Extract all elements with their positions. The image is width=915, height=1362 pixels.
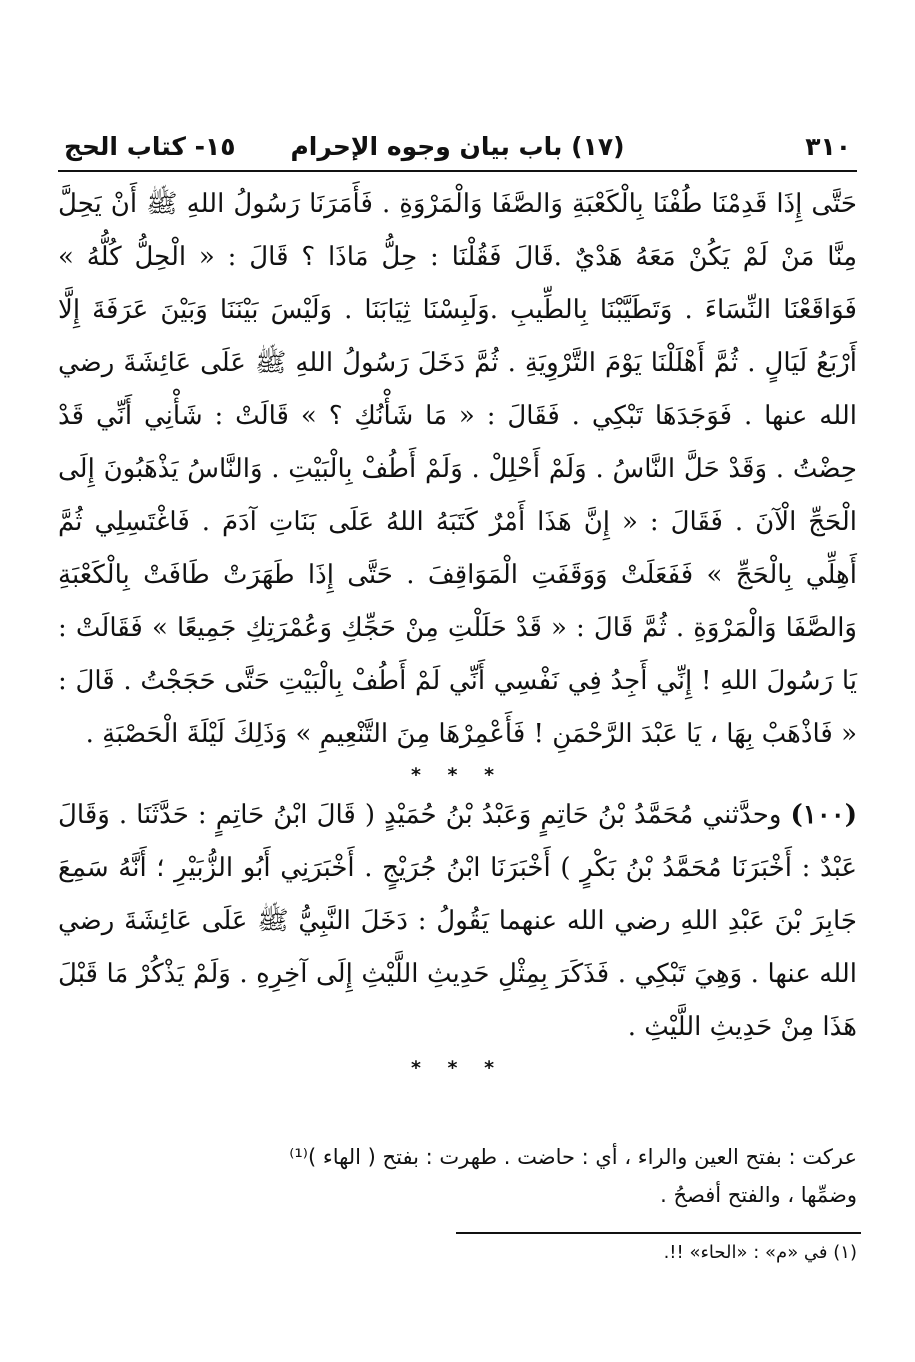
glossary-line-1: عركت : بفتح العين والراء ، أي : حاضت . طهرت : بفتح ( الهاء )⁽¹⁾ <box>289 1145 857 1169</box>
footnote: (١) في «م» : «الحاء» !!. <box>663 1242 857 1263</box>
page-number: ٣١٠ <box>805 132 851 161</box>
glossary-note <box>58 1138 857 1214</box>
main-text <box>58 178 857 1082</box>
section-separator: * * * <box>410 764 505 786</box>
hadith-text-paragraph: حَتَّى إِذَا قَدِمْنَا طُفْنَا بِالْكَعْبَةِ وَالصَّفَا وَالْمَرْوَةِ . فَأَمَرَنَا رَسُولُ اللهِ ﷺ أَنْ يَحِلَّ مِنَّا مَنْ لَمْ يَكُنْ مَعَهُ هَدْيٌ .قَالَ فَقُلْنَا : حِلُّ مَاذَا ؟ قَالَ : « الْحِلُّ كُلُّهُ » فَوَاقَعْنَا النِّسَاءَ . وَتَطَيَّبْنَا بِالطِّيبِ .وَلَبِسْنَا ثِيَابَنَا . وَلَيْسَ بَيْنَنَا وَبَيْنَ عَرَفَةَ إِلَّا أَرْبَعُ لَيَالٍ . ثُمَّ أَهْلَلْنَا يَوْمَ التَّرْوِيَةِ . ثُمَّ دَخَلَ رَسُولُ اللهِ ﷺ عَلَى عَائِشَةَ رضي الله عنها . فَوَجَدَهَا تَبْكِي . فَقَالَ : « مَا شَأْنُكِ ؟ » قَالَتْ : شَأْنِي أَنِّي قَدْ حِضْتُ . وَقَدْ حَلَّ النَّاسُ . وَلَمْ أَحْلِلْ . وَلَمْ أَطُفْ بِالْبَيْتِ . وَالنَّاسُ يَذْهَبُونَ إِلَى الْحَجِّ الْآنَ . فَقَالَ : « إِنَّ هَذَا أَمْرٌ كَتَبَهُ اللهُ عَلَى بَنَاتِ آدَمَ . فَاغْتَسِلِي ثُمَّ أَهِلِّي بِالْحَجِّ » فَفَعَلَتْ وَوَقَفَتِ الْمَوَاقِفَ . حَتَّى إِذَا طَهَرَتْ طَافَتْ بِالْكَعْبَةِ وَالصَّفَا وَالْمَرْوَةِ . ثُمَّ قَالَ : « قَدْ حَلَلْتِ مِنْ حَجِّكِ وَعُمْرَتِكِ جَمِيعًا » فَقَالَتْ : يَا رَسُولَ اللهِ ! إِنِّي أَجِدُ فِي نَفْسِي أَنِّي لَمْ أَطُفْ بِالْبَيْتِ حَتَّى حَجَجْتُ . قَالَ : « فَاذْهَبْ بِهَا ، يَا عَبْدَ الرَّحْمَنِ ! فَأَعْمِرْهَا مِنَ التَّنْعِيمِ » وَذَلِكَ لَيْلَةَ الْحَصْبَةِ . <box>58 189 857 749</box>
book-title: ١٥- كتاب الحج <box>64 132 236 161</box>
glossary-line-2: وضمِّها ، والفتح أفصحُ . <box>660 1183 857 1207</box>
hadith-text: وحدَّثني مُحَمَّدُ بْنُ حَاتِمٍ وَعَبْدُ بْنُ حُمَيْدٍ ( قَالَ ابْنُ حَاتِمٍ : حَدَّثَنَا . وَقَالَ عَبْدٌ : أَخْبَرَنَا مُحَمَّدُ بْنُ بَكْرٍ ) أَخْبَرَنَا ابْنُ جُرَيْجٍ . أَخْبَرَنِي أَبُو الزُّبَيْرِ ؛ أَنَّهُ سَمِعَ جَابِرَ بْنَ عَبْدِ اللهِ رضي الله عنهما يَقُولُ : دَخَلَ النَّبِيُّ ﷺ عَلَى عَائِشَةَ رضي الله عنها . وَهِيَ تَبْكِي . فَذَكَرَ بِمِثْلِ حَدِيثِ اللَّيْثِ إِلَى آخِرِهِ . وَلَمْ يَذْكُرْ مَا قَبْلَ هَذَا مِنْ حَدِيثِ اللَّيْثِ . <box>58 800 857 1042</box>
chapter-title: (١٧) باب بيان وجوه الإحرام <box>290 132 625 161</box>
page-header <box>58 126 857 172</box>
hadith-paragraph <box>58 789 857 1054</box>
section-separator-2: * * * <box>410 1057 505 1079</box>
footnote-divider <box>456 1232 861 1234</box>
hadith-number: (١٠٠) <box>790 800 858 830</box>
